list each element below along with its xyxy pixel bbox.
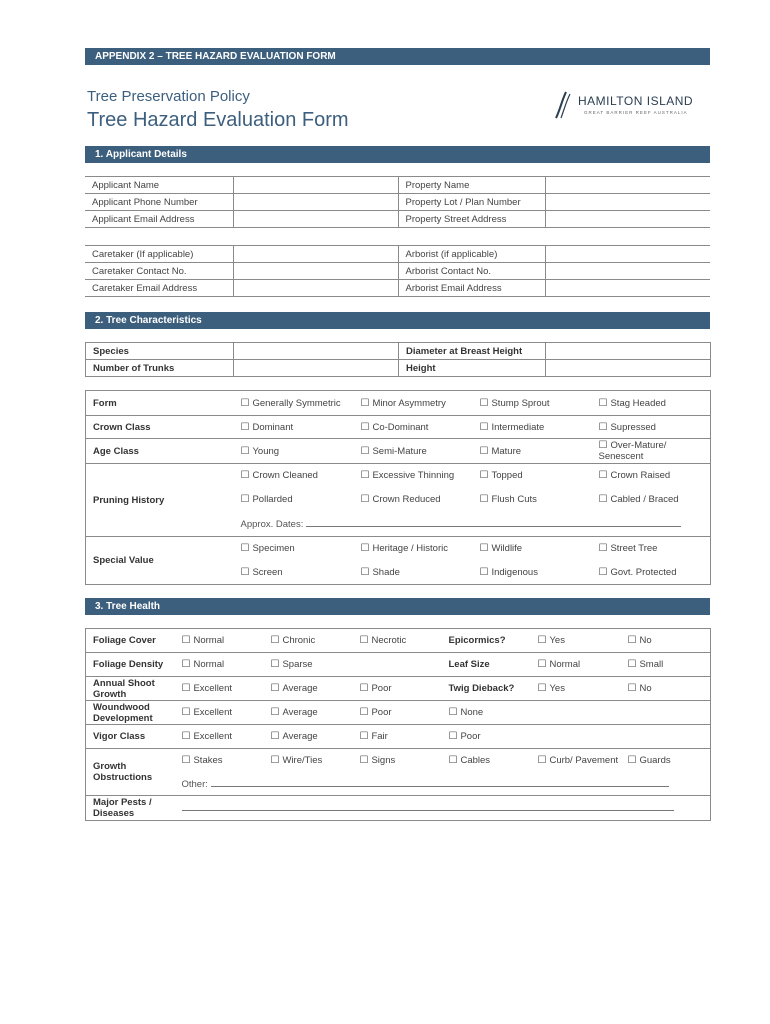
checkbox-icon[interactable]	[628, 635, 640, 646]
section2-heading: 2. Tree Characteristics	[85, 312, 710, 329]
form-title: Tree Hazard Evaluation Form	[87, 109, 349, 131]
checkbox-icon[interactable]	[361, 446, 373, 457]
checkbox-icon[interactable]	[480, 470, 492, 481]
leaf-size-option[interactable]: ☐ Normal	[531, 653, 621, 677]
twig-dieback-option[interactable]: ☐ Yes	[531, 677, 621, 701]
pruning-option[interactable]: ☐ Topped	[473, 464, 592, 488]
annual-shoot-option[interactable]: ☐ Excellent	[175, 677, 264, 701]
property-lot-field[interactable]	[545, 194, 710, 211]
checkbox-icon[interactable]	[241, 494, 253, 505]
checkbox-icon[interactable]	[241, 446, 253, 457]
special-option[interactable]: ☐ Screen	[234, 561, 354, 585]
policy-title: Tree Preservation Policy	[87, 88, 250, 105]
species-field[interactable]	[234, 343, 399, 360]
pruning-option[interactable]: ☐ Pollarded	[234, 488, 354, 512]
pruning-option[interactable]: ☐ Cabled / Braced	[592, 488, 711, 512]
other-label: Other:	[181, 778, 208, 790]
caretaker-label: Caretaker (If applicable)	[85, 246, 233, 263]
checkbox-icon[interactable]	[361, 422, 373, 433]
special-value-label: Special Value	[86, 537, 234, 585]
crown-option[interactable]: ☐ Supressed	[592, 416, 711, 439]
growth-obstructions-label: Growth Obstructions	[86, 749, 175, 796]
arborist-email-field[interactable]	[545, 280, 710, 297]
property-name-label: Property Name	[398, 177, 545, 194]
checkbox-icon[interactable]	[360, 635, 372, 646]
checkbox-icon[interactable]	[361, 470, 373, 481]
vigor-option[interactable]: ☐ Fair	[353, 725, 442, 749]
applicant-table	[85, 176, 710, 228]
pruning-option[interactable]: ☐ Flush Cuts	[473, 488, 592, 512]
checkbox-icon[interactable]	[241, 422, 253, 433]
annual-shoot-option[interactable]: ☐ Poor	[353, 677, 442, 701]
special-option[interactable]: ☐ Heritage / Historic	[354, 537, 473, 561]
age-option[interactable]: ☐ Young	[234, 439, 354, 464]
checkbox-icon[interactable]	[241, 543, 253, 554]
checkbox-icon[interactable]	[182, 707, 194, 718]
form-option[interactable]: ☐ Stump Sprout	[473, 391, 592, 416]
annual-shoot-label: Annual Shoot Growth	[86, 677, 175, 701]
caretaker-email-field[interactable]	[233, 280, 398, 297]
annual-shoot-option[interactable]: ☐ Average	[264, 677, 353, 701]
vigor-option[interactable]: ☐ Average	[264, 725, 353, 749]
checkbox-icon[interactable]	[360, 683, 372, 694]
arborist-field[interactable]	[545, 246, 710, 263]
pruning-option[interactable]: ☐ Excessive Thinning	[354, 464, 473, 488]
checkbox-icon[interactable]	[360, 707, 372, 718]
applicant-phone-field[interactable]	[233, 194, 398, 211]
checkbox-icon[interactable]	[241, 567, 253, 578]
arborist-contact-field[interactable]	[545, 263, 710, 280]
checkbox-icon[interactable]	[599, 422, 611, 433]
age-class-label: Age Class	[86, 439, 234, 464]
woundwood-option[interactable]: ☐ Poor	[353, 701, 442, 725]
checkbox-icon[interactable]	[271, 659, 283, 670]
checkbox-icon[interactable]	[480, 422, 492, 433]
checkbox-icon[interactable]	[628, 755, 640, 766]
property-lot-label: Property Lot / Plan Number	[398, 194, 545, 211]
checkbox-icon[interactable]	[628, 659, 640, 670]
caretaker-contact-field[interactable]	[233, 263, 398, 280]
checkbox-icon[interactable]	[271, 755, 283, 766]
growth-obs-option[interactable]: ☐ Stakes	[175, 749, 264, 773]
twig-dieback-label: Twig Dieback?	[442, 677, 531, 701]
checkbox-icon[interactable]	[480, 567, 492, 578]
property-name-field[interactable]	[545, 177, 710, 194]
form-option[interactable]	[234, 391, 354, 416]
growth-obs-option[interactable]: ☐ Wire/Ties	[264, 749, 353, 773]
arborist-label: Arborist (if applicable)	[398, 246, 545, 263]
checkbox-icon[interactable]	[449, 755, 461, 766]
checkbox-icon[interactable]	[599, 440, 611, 451]
vigor-class-label: Vigor Class	[86, 725, 175, 749]
epicormics-option[interactable]: ☐ Yes	[531, 629, 621, 653]
growth-obs-option[interactable]: ☐ Guards	[621, 749, 711, 773]
special-option[interactable]: ☐ Wildlife	[473, 537, 592, 561]
applicant-email-field[interactable]	[233, 211, 398, 228]
foliage-density-option[interactable]: ☐ Normal	[175, 653, 264, 677]
checkbox-icon[interactable]	[480, 398, 492, 409]
foliage-density-label: Foliage Density	[86, 653, 175, 677]
checkbox-icon[interactable]	[360, 755, 372, 766]
age-option[interactable]: ☐ Semi-Mature	[354, 439, 473, 464]
checkbox-icon[interactable]	[480, 494, 492, 505]
property-street-label: Property Street Address	[398, 211, 545, 228]
checkbox-icon[interactable]	[182, 635, 194, 646]
pruning-history-label: Pruning History	[86, 464, 234, 537]
woundwood-option[interactable]: ☐ None	[442, 701, 711, 725]
form-option[interactable]: ☐ Stag Headed	[592, 391, 711, 416]
checkbox-icon[interactable]	[271, 683, 283, 694]
checkbox-icon[interactable]	[361, 567, 373, 578]
approx-dates-label: Approx. Dates:	[240, 518, 304, 530]
form-option[interactable]: ☐ Minor Asymmetry	[354, 391, 473, 416]
checkbox-icon[interactable]	[449, 707, 461, 718]
checkbox-icon[interactable]	[480, 446, 492, 457]
empty-cell	[353, 653, 442, 677]
height-field[interactable]	[546, 360, 711, 377]
dbh-label: Diameter at Breast Height	[399, 343, 546, 360]
pruning-option[interactable]: ☐ Crown Reduced	[354, 488, 473, 512]
foliage-cover-label: Foliage Cover	[93, 635, 156, 646]
approx-dates-field[interactable]	[234, 512, 711, 537]
checkbox-icon[interactable]	[599, 543, 611, 554]
checkbox-icon[interactable]	[449, 731, 461, 742]
checkbox-icon[interactable]	[182, 659, 194, 670]
checkbox-icon[interactable]	[361, 543, 373, 554]
pests-label: Major Pests / Diseases	[86, 796, 175, 821]
checkbox-icon[interactable]	[241, 398, 253, 409]
special-option[interactable]: ☐ Indigenous	[473, 561, 592, 585]
growth-obs-option[interactable]: ☐ Curb/ Pavement	[531, 749, 621, 773]
hamilton-island-logo	[552, 90, 702, 122]
checkbox-icon[interactable]	[599, 470, 611, 481]
special-option[interactable]: ☐ Shade	[354, 561, 473, 585]
checkbox-icon[interactable]	[271, 707, 283, 718]
checkbox-icon[interactable]	[361, 494, 373, 505]
appendix-banner: APPENDIX 2 – TREE HAZARD EVALUATION FORM	[85, 48, 710, 65]
height-label: Height	[399, 360, 546, 377]
checkbox-icon[interactable]	[628, 683, 640, 694]
trunks-label: Number of Trunks	[86, 360, 234, 377]
twig-dieback-option[interactable]: ☐ No	[621, 677, 711, 701]
caretaker-field[interactable]	[233, 246, 398, 263]
checkbox-icon[interactable]	[271, 731, 283, 742]
checkbox-icon[interactable]	[182, 683, 194, 694]
foliage-cover-option[interactable]: ☐ Chronic	[264, 629, 353, 653]
characteristics-table	[85, 390, 711, 585]
trunks-field[interactable]	[234, 360, 399, 377]
checkbox-icon[interactable]	[538, 659, 550, 670]
foliage-density-option[interactable]: ☐ Sparse	[264, 653, 353, 677]
special-option[interactable]: ☐ Govt. Protected	[592, 561, 711, 585]
woundwood-label: Woundwood Development	[86, 701, 175, 725]
arborist-email-label: Arborist Email Address	[398, 280, 545, 297]
form-label: Form	[93, 397, 117, 409]
checkbox-icon[interactable]	[360, 731, 372, 742]
age-option[interactable]: ☐ Mature	[473, 439, 592, 464]
checkbox-icon[interactable]	[182, 755, 194, 766]
form-opt-1: Generally Symmetric	[252, 397, 341, 409]
special-option[interactable]: ☐ Specimen	[234, 537, 354, 561]
checkbox-icon[interactable]	[538, 683, 550, 694]
checkbox-icon[interactable]	[241, 470, 253, 481]
logo-sub: GREAT BARRIER REEF AUSTRALIA	[584, 110, 688, 115]
pruning-option[interactable]: ☐ Crown Cleaned	[234, 464, 354, 488]
pests-field[interactable]	[175, 796, 711, 821]
pruning-option[interactable]: ☐ Crown Raised	[592, 464, 711, 488]
leaf-size-option[interactable]: ☐ Small	[621, 653, 711, 677]
health-table	[85, 628, 711, 821]
checkbox-icon[interactable]	[538, 755, 550, 766]
age-option[interactable]: ☐ Over-Mature/ Senescent	[592, 439, 711, 464]
checkbox-icon[interactable]	[480, 543, 492, 554]
applicant-name-field[interactable]	[233, 177, 398, 194]
checkbox-icon[interactable]	[182, 731, 194, 742]
property-street-field[interactable]	[545, 211, 710, 228]
applicant-email-label: Applicant Email Address	[85, 211, 233, 228]
epicormics-option[interactable]: ☐ No	[621, 629, 711, 653]
foliage-cover-option[interactable]: ☐ Necrotic	[353, 629, 442, 653]
vigor-option[interactable]: ☐ Excellent	[175, 725, 264, 749]
growth-obs-option[interactable]: ☐ Cables	[442, 749, 531, 773]
woundwood-option[interactable]: ☐ Average	[264, 701, 353, 725]
epicormics-label: Epicormics?	[448, 635, 506, 646]
arborist-contact-label: Arborist Contact No.	[398, 263, 545, 280]
foliage-cover-option[interactable]: ☐ Normal	[175, 629, 264, 653]
crown-class-label: Crown Class	[86, 416, 234, 439]
checkbox-icon[interactable]	[361, 398, 373, 409]
caretaker-table	[85, 245, 710, 297]
growth-obs-option[interactable]: ☐ Signs	[353, 749, 442, 773]
checkbox-icon[interactable]	[538, 635, 550, 646]
logo-name: HAMILTON ISLAND	[578, 94, 694, 108]
species-label: Species	[86, 343, 234, 360]
applicant-phone-label: Applicant Phone Number	[85, 194, 233, 211]
dbh-field[interactable]	[546, 343, 711, 360]
checkbox-icon[interactable]	[599, 567, 611, 578]
leaf-size-label: Leaf Size	[442, 653, 531, 677]
vigor-option[interactable]: ☐ Poor	[442, 725, 711, 749]
checkbox-icon[interactable]	[599, 494, 611, 505]
special-option[interactable]: ☐ Street Tree	[592, 537, 711, 561]
checkbox-icon[interactable]	[599, 398, 611, 409]
caretaker-email-label: Caretaker Email Address	[85, 280, 233, 297]
crown-option[interactable]: ☐ Dominant	[234, 416, 354, 439]
section3-heading: 3. Tree Health	[85, 598, 710, 615]
crown-option[interactable]: ☐ Co-Dominant	[354, 416, 473, 439]
checkbox-icon[interactable]	[271, 635, 283, 646]
crown-option[interactable]: ☐ Intermediate	[473, 416, 592, 439]
applicant-name-label: Applicant Name	[85, 177, 233, 194]
caretaker-contact-label: Caretaker Contact No.	[85, 263, 233, 280]
other-field[interactable]	[175, 773, 711, 796]
species-table	[85, 342, 711, 377]
palm-leaf-icon	[552, 90, 574, 120]
section1-heading: 1. Applicant Details	[85, 146, 710, 163]
woundwood-option[interactable]: ☐ Excellent	[175, 701, 264, 725]
